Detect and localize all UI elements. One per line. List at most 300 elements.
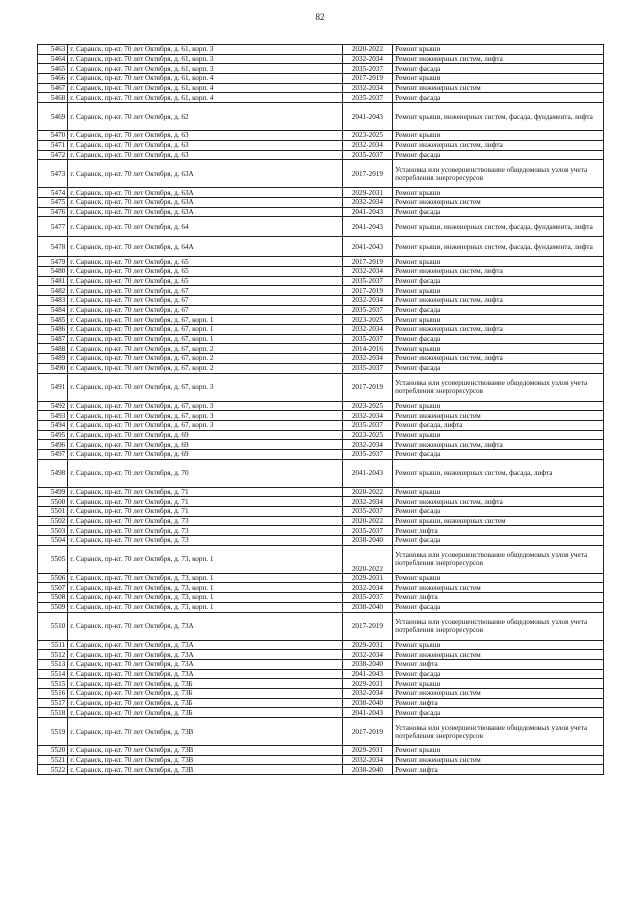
- period-cell: 2035-2037: [342, 420, 392, 430]
- work-type-cell: Ремонт крыши, инженерных систем, фасада, фундамента, лифта: [393, 103, 604, 131]
- work-type-cell: Установка или усовершенствование общедомовых узлов учета потребления энергоресурсов: [393, 612, 604, 640]
- table-row: [38, 354, 604, 364]
- address-cell: г. Саранск, пр-кт. 70 лет Октября, д. 61, корп. 3: [68, 45, 342, 55]
- work-type-cell: Ремонт инженерных систем: [393, 688, 604, 698]
- work-type-cell: Ремонт фасада, лифта: [393, 420, 604, 430]
- period-cell: 2035-2037: [342, 305, 392, 315]
- work-type-cell: Ремонт лифта: [393, 593, 604, 603]
- row-number-cell: 5514: [38, 669, 68, 679]
- period-cell: 2017-2019: [342, 257, 392, 267]
- period-cell: 2029-2031: [342, 640, 392, 650]
- work-type-cell: Ремонт крыши: [393, 746, 604, 756]
- row-number-cell: 5497: [38, 449, 68, 459]
- table-row: [38, 266, 604, 276]
- period-cell: 2041-2043: [342, 103, 392, 131]
- table-row: [38, 602, 604, 612]
- period-cell: 2035-2037: [342, 593, 392, 603]
- period-cell: 2035-2037: [342, 526, 392, 536]
- address-cell: г. Саранск, пр-кт. 70 лет Октября, д. 73В: [68, 755, 342, 765]
- address-cell: г. Саранск, пр-кт. 70 лет Октября, д. 69: [68, 440, 342, 450]
- address-cell: г. Саранск, пр-кт. 70 лет Октября, д. 67, корп. 3: [68, 420, 342, 430]
- address-cell: г. Саранск, пр-кт. 70 лет Октября, д. 61, корп. 3: [68, 64, 342, 74]
- table-row: [38, 536, 604, 546]
- address-cell: г. Саранск, пр-кт. 70 лет Октября, д. 73Б: [68, 708, 342, 718]
- work-type-cell: Ремонт крыши, инженерных систем: [393, 516, 604, 526]
- period-cell: 2032-2034: [342, 755, 392, 765]
- address-cell: г. Саранск, пр-кт. 70 лет Октября, д. 63: [68, 131, 342, 141]
- row-number-cell: 5476: [38, 207, 68, 217]
- address-cell: г. Саранск, пр-кт. 70 лет Октября, д. 64А: [68, 237, 342, 257]
- row-number-cell: 5473: [38, 160, 68, 188]
- work-type-cell: Ремонт инженерных систем: [393, 755, 604, 765]
- table-row: [38, 325, 604, 335]
- row-number-cell: 5472: [38, 150, 68, 160]
- address-cell: г. Саранск, пр-кт. 70 лет Октября, д. 71: [68, 497, 342, 507]
- address-cell: г. Саранск, пр-кт. 70 лет Октября, д. 73, корп. 1: [68, 602, 342, 612]
- table-row: [38, 430, 604, 440]
- row-number-cell: 5475: [38, 197, 68, 207]
- work-type-cell: Ремонт инженерных систем: [393, 197, 604, 207]
- work-type-cell: Ремонт фасада: [393, 536, 604, 546]
- period-cell: 2014-2016: [342, 344, 392, 354]
- address-cell: г. Саранск, пр-кт. 70 лет Октября, д. 63А: [68, 207, 342, 217]
- row-number-cell: 5504: [38, 536, 68, 546]
- table-row: [38, 257, 604, 267]
- work-type-cell: Установка или усовершенствование общедомовых узлов учета потребления энергоресурсов: [393, 373, 604, 401]
- period-cell: 2038-2040: [342, 536, 392, 546]
- address-cell: г. Саранск, пр-кт. 70 лет Октября, д. 63: [68, 140, 342, 150]
- work-type-cell: Ремонт инженерных систем: [393, 411, 604, 421]
- address-cell: г. Саранск, пр-кт. 70 лет Октября, д. 73А: [68, 612, 342, 640]
- address-cell: г. Саранск, пр-кт. 70 лет Октября, д. 67: [68, 286, 342, 296]
- table-row: [38, 334, 604, 344]
- table-row: [38, 516, 604, 526]
- period-cell: 2032-2034: [342, 296, 392, 306]
- address-cell: г. Саранск, пр-кт. 70 лет Октября, д. 69: [68, 449, 342, 459]
- row-number-cell: 5490: [38, 363, 68, 373]
- period-cell: 2020-2022: [342, 545, 392, 573]
- work-type-cell: Ремонт инженерных систем, лифта: [393, 140, 604, 150]
- row-number-cell: 5522: [38, 765, 68, 775]
- period-cell: 2032-2034: [342, 583, 392, 593]
- work-type-cell: Ремонт крыши: [393, 188, 604, 198]
- work-type-cell: Ремонт крыши: [393, 286, 604, 296]
- row-number-cell: 5486: [38, 325, 68, 335]
- table-row: [38, 207, 604, 217]
- work-type-cell: Ремонт инженерных систем: [393, 83, 604, 93]
- period-cell: 2041-2043: [342, 207, 392, 217]
- row-number-cell: 5466: [38, 74, 68, 84]
- address-cell: г. Саранск, пр-кт. 70 лет Октября, д. 63А: [68, 188, 342, 198]
- row-number-cell: 5463: [38, 45, 68, 55]
- row-number-cell: 5507: [38, 583, 68, 593]
- row-number-cell: 5520: [38, 746, 68, 756]
- work-type-cell: Ремонт фасада: [393, 708, 604, 718]
- address-cell: г. Саранск, пр-кт. 70 лет Октября, д. 67, корп. 3: [68, 411, 342, 421]
- row-number-cell: 5515: [38, 679, 68, 689]
- table-row: [38, 237, 604, 257]
- work-type-cell: Ремонт крыши: [393, 257, 604, 267]
- address-cell: г. Саранск, пр-кт. 70 лет Октября, д. 73В: [68, 718, 342, 746]
- work-type-cell: Ремонт фасада: [393, 507, 604, 517]
- address-cell: г. Саранск, пр-кт. 70 лет Октября, д. 73: [68, 536, 342, 546]
- address-cell: г. Саранск, пр-кт. 70 лет Октября, д. 73, корп. 1: [68, 573, 342, 583]
- address-cell: г. Саранск, пр-кт. 70 лет Октября, д. 67, корп. 1: [68, 325, 342, 335]
- work-type-cell: Ремонт фасада: [393, 669, 604, 679]
- work-type-cell: Ремонт инженерных систем, лифта: [393, 440, 604, 450]
- row-number-cell: 5508: [38, 593, 68, 603]
- address-cell: г. Саранск, пр-кт. 70 лет Октября, д. 73В: [68, 765, 342, 775]
- period-cell: 2029-2031: [342, 573, 392, 583]
- work-type-cell: Ремонт лифта: [393, 526, 604, 536]
- address-cell: г. Саранск, пр-кт. 70 лет Октября, д. 67, корп. 1: [68, 334, 342, 344]
- period-cell: 2023-2025: [342, 401, 392, 411]
- work-type-cell: Ремонт инженерных систем, лифта: [393, 54, 604, 64]
- work-type-cell: Ремонт крыши: [393, 640, 604, 650]
- address-cell: г. Саранск, пр-кт. 70 лет Октября, д. 61, корп. 4: [68, 74, 342, 84]
- period-cell: 2020-2022: [342, 487, 392, 497]
- work-schedule-table: [37, 44, 604, 775]
- table-row: [38, 305, 604, 315]
- table-row: [38, 507, 604, 517]
- period-cell: 2032-2034: [342, 411, 392, 421]
- period-cell: 2017-2019: [342, 286, 392, 296]
- period-cell: 2032-2034: [342, 688, 392, 698]
- period-cell: 2032-2034: [342, 440, 392, 450]
- row-number-cell: 5487: [38, 334, 68, 344]
- table-row: [38, 459, 604, 487]
- row-number-cell: 5503: [38, 526, 68, 536]
- period-cell: 2023-2025: [342, 131, 392, 141]
- period-cell: 2020-2022: [342, 516, 392, 526]
- period-cell: 2017-2019: [342, 74, 392, 84]
- table-row: [38, 650, 604, 660]
- table-row: [38, 679, 604, 689]
- row-number-cell: 5467: [38, 83, 68, 93]
- row-number-cell: 5471: [38, 140, 68, 150]
- work-type-cell: Установка или усовершенствование общедомовых узлов учета потребления энергоресурсов: [393, 718, 604, 746]
- period-cell: 2032-2034: [342, 497, 392, 507]
- row-number-cell: 5521: [38, 755, 68, 765]
- table-row: [38, 765, 604, 775]
- work-type-cell: Ремонт крыши: [393, 679, 604, 689]
- work-type-cell: Ремонт инженерных систем, лифта: [393, 296, 604, 306]
- table-row: [38, 449, 604, 459]
- work-type-cell: Ремонт крыши, инженерных систем, фасада, лифта: [393, 459, 604, 487]
- period-cell: 2029-2031: [342, 746, 392, 756]
- address-cell: г. Саранск, пр-кт. 70 лет Октября, д. 73, корп. 1: [68, 545, 342, 573]
- period-cell: 2032-2034: [342, 266, 392, 276]
- table-body: [38, 45, 604, 775]
- table-row: [38, 45, 604, 55]
- table-row: [38, 411, 604, 421]
- row-number-cell: 5519: [38, 718, 68, 746]
- row-number-cell: 5493: [38, 411, 68, 421]
- table-row: [38, 188, 604, 198]
- work-type-cell: Ремонт фасада: [393, 363, 604, 373]
- table-row: [38, 131, 604, 141]
- row-number-cell: 5485: [38, 315, 68, 325]
- work-type-cell: Установка или усовершенствование общедомовых узлов учета потребления энергоресурсов: [393, 545, 604, 573]
- table-row: [38, 286, 604, 296]
- table-row: [38, 545, 604, 573]
- address-cell: г. Саранск, пр-кт. 70 лет Октября, д. 65: [68, 257, 342, 267]
- period-cell: 2035-2037: [342, 449, 392, 459]
- period-cell: 2035-2037: [342, 507, 392, 517]
- period-cell: 2020-2022: [342, 45, 392, 55]
- row-number-cell: 5478: [38, 237, 68, 257]
- table-row: [38, 659, 604, 669]
- row-number-cell: 5518: [38, 708, 68, 718]
- work-type-cell: Ремонт инженерных систем, лифта: [393, 497, 604, 507]
- period-cell: 2038-2040: [342, 602, 392, 612]
- period-cell: 2035-2037: [342, 276, 392, 286]
- row-number-cell: 5513: [38, 659, 68, 669]
- table-row: [38, 746, 604, 756]
- work-type-cell: Ремонт инженерных систем: [393, 583, 604, 593]
- work-type-cell: Ремонт лифта: [393, 659, 604, 669]
- row-number-cell: 5477: [38, 217, 68, 237]
- row-number-cell: 5510: [38, 612, 68, 640]
- address-cell: г. Саранск, пр-кт. 70 лет Октября, д. 61, корп. 4: [68, 93, 342, 103]
- address-cell: г. Саранск, пр-кт. 70 лет Октября, д. 73А: [68, 659, 342, 669]
- period-cell: 2017-2019: [342, 160, 392, 188]
- table-row: [38, 698, 604, 708]
- work-type-cell: Ремонт крыши: [393, 573, 604, 583]
- row-number-cell: 5502: [38, 516, 68, 526]
- address-cell: г. Саранск, пр-кт. 70 лет Октября, д. 67: [68, 296, 342, 306]
- row-number-cell: 5469: [38, 103, 68, 131]
- row-number-cell: 5499: [38, 487, 68, 497]
- table-row: [38, 217, 604, 237]
- row-number-cell: 5489: [38, 354, 68, 364]
- row-number-cell: 5468: [38, 93, 68, 103]
- period-cell: 2032-2034: [342, 354, 392, 364]
- row-number-cell: 5512: [38, 650, 68, 660]
- period-cell: 2035-2037: [342, 363, 392, 373]
- address-cell: г. Саранск, пр-кт. 70 лет Октября, д. 67, корп. 1: [68, 315, 342, 325]
- work-type-cell: Ремонт крыши: [393, 344, 604, 354]
- row-number-cell: 5483: [38, 296, 68, 306]
- work-type-cell: Ремонт крыши: [393, 487, 604, 497]
- table-row: [38, 93, 604, 103]
- work-type-cell: Ремонт фасада: [393, 207, 604, 217]
- row-number-cell: 5474: [38, 188, 68, 198]
- table-row: [38, 593, 604, 603]
- row-number-cell: 5465: [38, 64, 68, 74]
- period-cell: 2035-2037: [342, 93, 392, 103]
- address-cell: г. Саранск, пр-кт. 70 лет Октября, д. 63А: [68, 197, 342, 207]
- table-row: [38, 401, 604, 411]
- work-type-cell: Ремонт крыши: [393, 74, 604, 84]
- table-row: [38, 140, 604, 150]
- table-row: [38, 276, 604, 286]
- address-cell: г. Саранск, пр-кт. 70 лет Октября, д. 65: [68, 266, 342, 276]
- row-number-cell: 5464: [38, 54, 68, 64]
- work-type-cell: Ремонт фасада: [393, 449, 604, 459]
- table-row: [38, 487, 604, 497]
- table-row: [38, 440, 604, 450]
- address-cell: г. Саранск, пр-кт. 70 лет Октября, д. 67, корп. 3: [68, 401, 342, 411]
- period-cell: 2023-2025: [342, 315, 392, 325]
- work-type-cell: Ремонт крыши, инженерных систем, фасада, фундамента, лифта: [393, 237, 604, 257]
- address-cell: г. Саранск, пр-кт. 70 лет Октября, д. 73А: [68, 650, 342, 660]
- work-type-cell: Ремонт инженерных систем, лифта: [393, 354, 604, 364]
- period-cell: 2038-2040: [342, 659, 392, 669]
- work-type-cell: Ремонт фасада: [393, 93, 604, 103]
- address-cell: г. Саранск, пр-кт. 70 лет Октября, д. 61, корп. 3: [68, 54, 342, 64]
- table-row: [38, 296, 604, 306]
- row-number-cell: 5509: [38, 602, 68, 612]
- row-number-cell: 5505: [38, 545, 68, 573]
- work-type-cell: Ремонт крыши: [393, 315, 604, 325]
- table-row: [38, 373, 604, 401]
- row-number-cell: 5498: [38, 459, 68, 487]
- table-row: [38, 315, 604, 325]
- table-row: [38, 344, 604, 354]
- row-number-cell: 5482: [38, 286, 68, 296]
- address-cell: г. Саранск, пр-кт. 70 лет Октября, д. 71: [68, 507, 342, 517]
- work-type-cell: Ремонт крыши: [393, 45, 604, 55]
- table-row: [38, 160, 604, 188]
- work-type-cell: Установка или усовершенствование общедомовых узлов учета потребления энергоресурсов: [393, 160, 604, 188]
- period-cell: 2041-2043: [342, 459, 392, 487]
- address-cell: г. Саранск, пр-кт. 70 лет Октября, д. 73Б: [68, 679, 342, 689]
- row-number-cell: 5511: [38, 640, 68, 650]
- page-number: 82: [315, 12, 325, 22]
- row-number-cell: 5500: [38, 497, 68, 507]
- table-row: [38, 640, 604, 650]
- work-type-cell: Ремонт крыши: [393, 131, 604, 141]
- address-cell: г. Саранск, пр-кт. 70 лет Октября, д. 61, корп. 4: [68, 83, 342, 93]
- row-number-cell: 5481: [38, 276, 68, 286]
- work-type-cell: Ремонт фасада: [393, 276, 604, 286]
- row-number-cell: 5491: [38, 373, 68, 401]
- table-row: [38, 688, 604, 698]
- row-number-cell: 5496: [38, 440, 68, 450]
- address-cell: г. Саранск, пр-кт. 70 лет Октября, д. 73Б: [68, 698, 342, 708]
- work-type-cell: Ремонт фасада: [393, 150, 604, 160]
- row-number-cell: 5495: [38, 430, 68, 440]
- address-cell: г. Саранск, пр-кт. 70 лет Октября, д. 69: [68, 430, 342, 440]
- period-cell: 2032-2034: [342, 325, 392, 335]
- row-number-cell: 5494: [38, 420, 68, 430]
- work-type-cell: Ремонт инженерных систем, лифта: [393, 325, 604, 335]
- address-cell: г. Саранск, пр-кт. 70 лет Октября, д. 67, корп. 3: [68, 373, 342, 401]
- period-cell: 2035-2037: [342, 150, 392, 160]
- period-cell: 2038-2040: [342, 698, 392, 708]
- work-type-cell: Ремонт фасада: [393, 602, 604, 612]
- work-type-cell: Ремонт крыши: [393, 401, 604, 411]
- table-row: [38, 583, 604, 593]
- work-type-cell: Ремонт лифта: [393, 698, 604, 708]
- work-type-cell: Ремонт фасада: [393, 334, 604, 344]
- address-cell: г. Саранск, пр-кт. 70 лет Октября, д. 73: [68, 526, 342, 536]
- table-row: [38, 363, 604, 373]
- period-cell: 2032-2034: [342, 83, 392, 93]
- period-cell: 2041-2043: [342, 217, 392, 237]
- address-cell: г. Саранск, пр-кт. 70 лет Октября, д. 73: [68, 516, 342, 526]
- address-cell: г. Саранск, пр-кт. 70 лет Октября, д. 71: [68, 487, 342, 497]
- table-row: [38, 708, 604, 718]
- address-cell: г. Саранск, пр-кт. 70 лет Октября, д. 67, корп. 2: [68, 344, 342, 354]
- period-cell: 2035-2037: [342, 64, 392, 74]
- row-number-cell: 5492: [38, 401, 68, 411]
- work-type-cell: Ремонт крыши: [393, 430, 604, 440]
- period-cell: 2038-2040: [342, 765, 392, 775]
- address-cell: г. Саранск, пр-кт. 70 лет Октября, д. 65: [68, 276, 342, 286]
- table-row: [38, 526, 604, 536]
- row-number-cell: 5501: [38, 507, 68, 517]
- address-cell: г. Саранск, пр-кт. 70 лет Октября, д. 73Б: [68, 688, 342, 698]
- address-cell: г. Саранск, пр-кт. 70 лет Октября, д. 73, корп. 1: [68, 583, 342, 593]
- table-row: [38, 755, 604, 765]
- table-row: [38, 64, 604, 74]
- row-number-cell: 5506: [38, 573, 68, 583]
- address-cell: г. Саранск, пр-кт. 70 лет Октября, д. 67, корп. 2: [68, 354, 342, 364]
- address-cell: г. Саранск, пр-кт. 70 лет Октября, д. 63А: [68, 160, 342, 188]
- table-row: [38, 197, 604, 207]
- period-cell: 2032-2034: [342, 650, 392, 660]
- period-cell: 2035-2037: [342, 334, 392, 344]
- table-row: [38, 497, 604, 507]
- address-cell: г. Саранск, пр-кт. 70 лет Октября, д. 62: [68, 103, 342, 131]
- address-cell: г. Саранск, пр-кт. 70 лет Октября, д. 73В: [68, 746, 342, 756]
- row-number-cell: 5488: [38, 344, 68, 354]
- address-cell: г. Саранск, пр-кт. 70 лет Октября, д. 67, корп. 2: [68, 363, 342, 373]
- table-row: [38, 54, 604, 64]
- period-cell: 2041-2043: [342, 708, 392, 718]
- work-type-cell: Ремонт инженерных систем: [393, 650, 604, 660]
- row-number-cell: 5479: [38, 257, 68, 267]
- work-type-cell: Ремонт фасада: [393, 64, 604, 74]
- period-cell: 2041-2043: [342, 237, 392, 257]
- work-type-cell: Ремонт инженерных систем, лифта: [393, 266, 604, 276]
- row-number-cell: 5480: [38, 266, 68, 276]
- table-row: [38, 612, 604, 640]
- address-cell: г. Саранск, пр-кт. 70 лет Октября, д. 73, корп. 1: [68, 593, 342, 603]
- address-cell: г. Саранск, пр-кт. 70 лет Октября, д. 64: [68, 217, 342, 237]
- row-number-cell: 5470: [38, 131, 68, 141]
- period-cell: 2017-2019: [342, 373, 392, 401]
- address-cell: г. Саранск, пр-кт. 70 лет Октября, д. 73А: [68, 640, 342, 650]
- period-cell: 2032-2034: [342, 140, 392, 150]
- table-row: [38, 669, 604, 679]
- period-cell: 2032-2034: [342, 197, 392, 207]
- address-cell: г. Саранск, пр-кт. 70 лет Октября, д. 70: [68, 459, 342, 487]
- table-row: [38, 150, 604, 160]
- period-cell: 2029-2031: [342, 188, 392, 198]
- row-number-cell: 5484: [38, 305, 68, 315]
- table-row: [38, 83, 604, 93]
- period-cell: 2041-2043: [342, 669, 392, 679]
- period-cell: 2032-2034: [342, 54, 392, 64]
- period-cell: 2017-2019: [342, 612, 392, 640]
- work-type-cell: Ремонт крыши, инженерных систем, фасада, фундамента, лифта: [393, 217, 604, 237]
- table-row: [38, 420, 604, 430]
- table-row: [38, 74, 604, 84]
- work-type-cell: Ремонт фасада: [393, 305, 604, 315]
- work-type-cell: Ремонт лифта: [393, 765, 604, 775]
- table-row: [38, 103, 604, 131]
- period-cell: 2023-2025: [342, 430, 392, 440]
- row-number-cell: 5517: [38, 698, 68, 708]
- address-cell: г. Саранск, пр-кт. 70 лет Октября, д. 63: [68, 150, 342, 160]
- table-row: [38, 718, 604, 746]
- table-row: [38, 573, 604, 583]
- address-cell: г. Саранск, пр-кт. 70 лет Октября, д. 73А: [68, 669, 342, 679]
- row-number-cell: 5516: [38, 688, 68, 698]
